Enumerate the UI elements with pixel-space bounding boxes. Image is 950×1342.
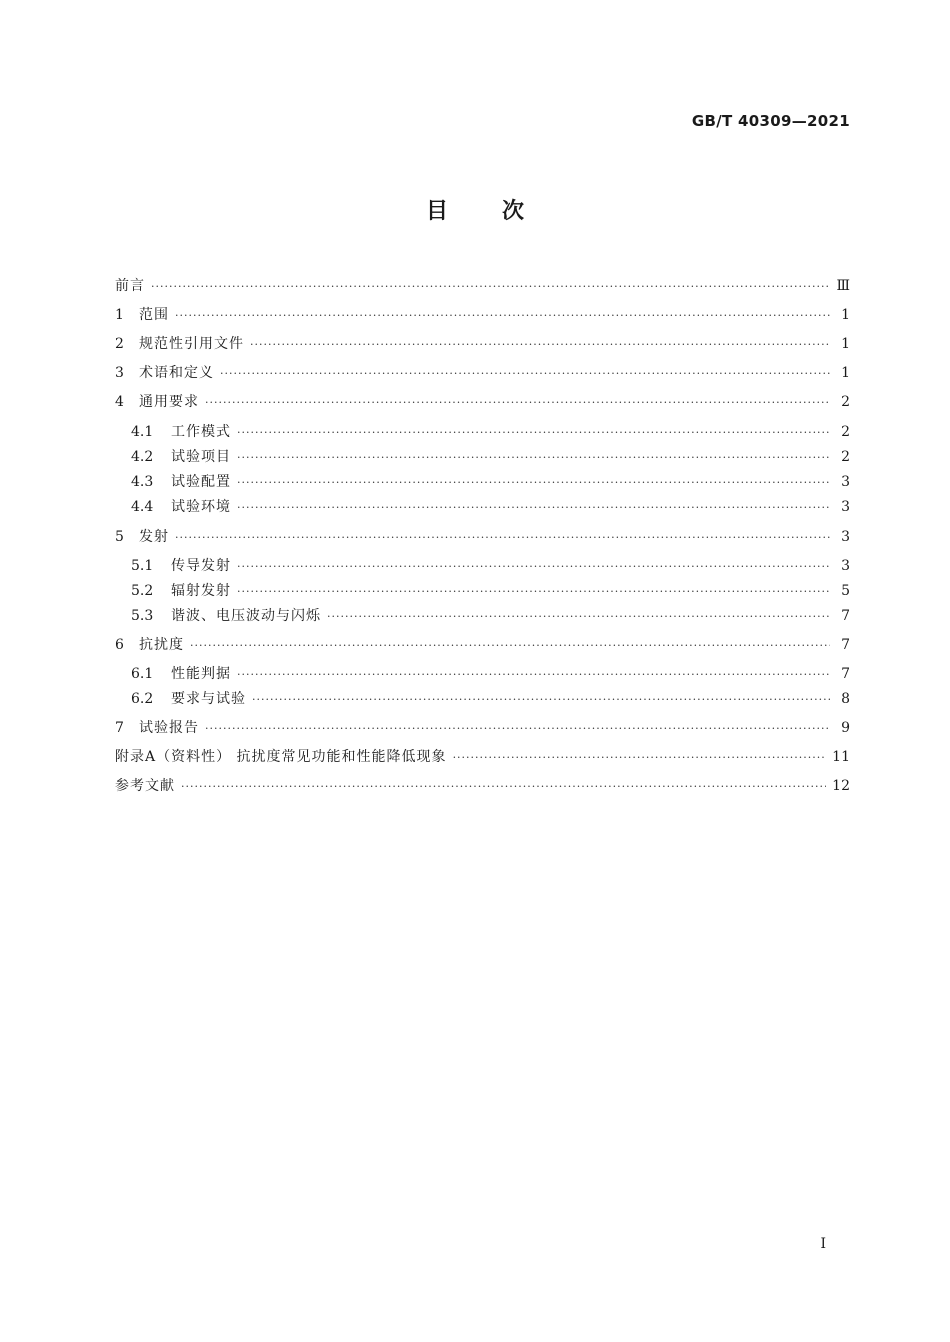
toc-entry-bibliography[interactable]: [115, 775, 850, 795]
leader-dots: [237, 476, 830, 489]
toc-number: 4.1: [131, 424, 154, 440]
toc-page: 8: [841, 691, 850, 707]
toc-page: 2: [841, 424, 850, 440]
leader-dots: [190, 639, 830, 652]
toc-number: 5: [115, 529, 124, 545]
page-number: Ⅰ: [820, 1236, 826, 1252]
leader-dots: [181, 780, 826, 793]
standard-code: GB/T 40309—2021: [691, 112, 850, 130]
toc-number: 3: [115, 365, 124, 381]
toc-page: 7: [841, 637, 850, 653]
toc-page: 3: [841, 529, 850, 545]
leader-dots: [151, 280, 830, 293]
toc-page: 3: [841, 474, 850, 490]
toc-label: 辐射发射: [171, 583, 231, 599]
toc-number: 5.1: [131, 558, 154, 574]
toc-label: 通用要求: [139, 394, 199, 410]
toc-entry-7[interactable]: [115, 717, 850, 737]
toc-label: 试验环境: [171, 499, 231, 515]
leader-dots: [237, 426, 830, 439]
toc-label: 性能判据: [171, 666, 231, 682]
toc-label: 规范性引用文件: [139, 336, 244, 352]
toc-label: 术语和定义: [139, 365, 214, 381]
toc-entry-6-1[interactable]: [131, 663, 850, 683]
toc-number: 1: [115, 307, 124, 323]
toc-page: 9: [841, 720, 850, 736]
leader-dots: [237, 585, 830, 598]
toc-entry-4-4[interactable]: [131, 496, 850, 516]
toc-entry-5-1[interactable]: [131, 555, 850, 575]
leader-dots: [327, 610, 830, 623]
toc-number: 4.3: [131, 474, 154, 490]
toc-page: 5: [841, 583, 850, 599]
toc-entry-appendix-a[interactable]: [115, 746, 850, 766]
toc-label: 参考文献: [115, 778, 175, 794]
toc-label: 试验项目: [171, 449, 231, 465]
toc-entry-4-3[interactable]: [131, 471, 850, 491]
toc-entry-4[interactable]: [115, 391, 850, 411]
toc-page: 2: [841, 449, 850, 465]
toc-label: 试验报告: [139, 720, 199, 736]
toc-number: 6: [115, 637, 124, 653]
toc-number: 6.1: [131, 666, 154, 682]
leader-dots: [453, 751, 827, 764]
toc-number: 5.2: [131, 583, 154, 599]
toc-number: 4.4: [131, 499, 154, 515]
leader-dots: [175, 531, 830, 544]
toc-number: 6.2: [131, 691, 154, 707]
toc-page: 11: [832, 749, 850, 765]
toc-label: 发射: [139, 529, 169, 545]
toc-entry-1[interactable]: [115, 304, 850, 324]
toc-entry-foreword[interactable]: [115, 275, 850, 295]
toc-label: 范围: [139, 307, 169, 323]
toc-entry-5-2[interactable]: [131, 580, 850, 600]
toc-number: 4.2: [131, 449, 154, 465]
toc-page: 1: [841, 307, 850, 323]
toc-entry-6[interactable]: [115, 634, 850, 654]
page-title: 目次: [425, 199, 578, 224]
toc-label: 附录A（资料性） 抗扰度常见功能和性能降低现象: [115, 749, 447, 765]
leader-dots: [237, 501, 830, 514]
toc-label: 前言: [115, 278, 145, 294]
leader-dots: [237, 560, 830, 573]
leader-dots: [237, 451, 830, 464]
leader-dots: [175, 309, 830, 322]
leader-dots: [237, 668, 830, 681]
toc-page: 7: [841, 666, 850, 682]
leader-dots: [205, 396, 830, 409]
toc-number: 5.3: [131, 608, 154, 624]
toc-label: 试验配置: [171, 474, 231, 490]
toc-number: 2: [115, 336, 124, 352]
toc-page: 2: [841, 394, 850, 410]
toc-entry-3[interactable]: [115, 362, 850, 382]
toc-entry-5-3[interactable]: [131, 605, 850, 625]
toc-entry-4-1[interactable]: [131, 421, 850, 441]
toc-number: 4: [115, 394, 124, 410]
toc-number: 7: [115, 720, 124, 736]
leader-dots: [205, 722, 830, 735]
leader-dots: [220, 367, 830, 380]
leader-dots: [252, 693, 830, 706]
toc-entry-4-2[interactable]: [131, 446, 850, 466]
toc-entry-6-2[interactable]: [131, 688, 850, 708]
toc-page: 3: [841, 558, 850, 574]
toc-entry-5[interactable]: [115, 526, 850, 546]
toc-label: 传导发射: [171, 558, 231, 574]
toc-page: 1: [841, 336, 850, 352]
leader-dots: [250, 338, 830, 351]
toc-page: 7: [841, 608, 850, 624]
toc-page: 12: [832, 778, 850, 794]
toc-label: 抗扰度: [139, 637, 184, 653]
toc-label: 要求与试验: [171, 691, 246, 707]
toc-label: 工作模式: [171, 424, 231, 440]
toc-page: 1: [841, 365, 850, 381]
toc-page: Ⅲ: [836, 278, 850, 294]
toc-page: 3: [841, 499, 850, 515]
toc-label: 谐波、电压波动与闪烁: [171, 608, 321, 624]
toc-entry-2[interactable]: [115, 333, 850, 353]
